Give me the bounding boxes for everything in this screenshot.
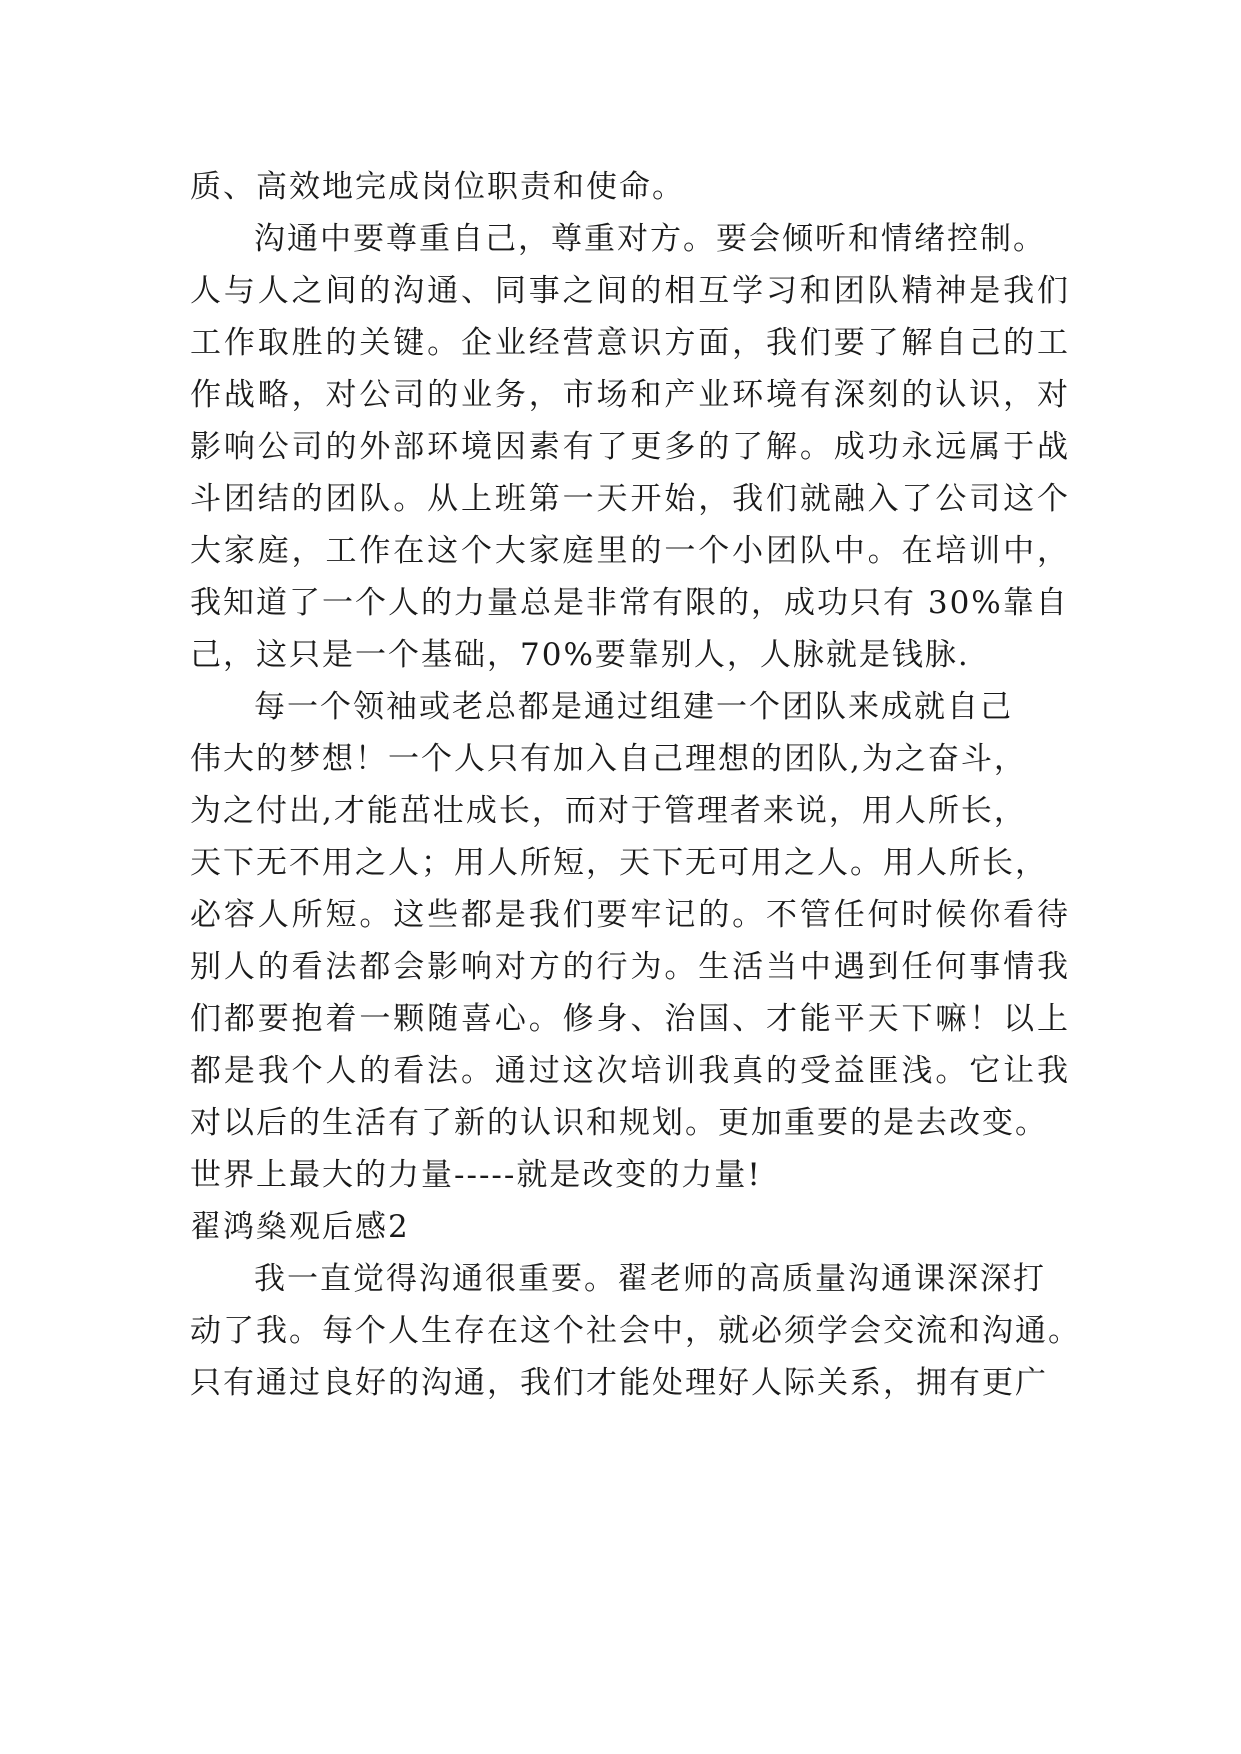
text-line: 伟大的梦想！一个人只有加入自己理想的团队,为之奋斗， bbox=[190, 741, 1027, 777]
text-line: 动了我。每个人生存在这个社会中，就必须学会交流和沟通。 bbox=[190, 1313, 1081, 1349]
body-text bbox=[190, 161, 1081, 1409]
text-line: 别人的看法都会影响对方的行为。生活当中遇到任何事情我 bbox=[190, 949, 1070, 985]
text-line: 们都要抱着一颗随喜心。修身、治国、才能平天下嘛！以上 bbox=[190, 1001, 1070, 1037]
text-line: 天下无不用之人；用人所短，天下无可用之人。用人所长， bbox=[190, 845, 1048, 881]
text-line: 影响公司的外部环境因素有了更多的了解。成功永远属于战 bbox=[190, 429, 1070, 465]
text-line: 斗团结的团队。从上班第一天开始，我们就融入了公司这个 bbox=[190, 481, 1070, 517]
text-line: 世界上最大的力量-----就是改变的力量! bbox=[190, 1157, 762, 1193]
text-line: 我知道了一个人的力量总是非常有限的，成功只有 30%靠自 bbox=[190, 585, 1069, 621]
text-line: 质、高效地完成岗位职责和使命。 bbox=[190, 169, 685, 205]
text-line: 必容人所短。这些都是我们要牢记的。不管任何时候你看待 bbox=[190, 897, 1070, 933]
text-line: 己，这只是一个基础，70%要靠别人，人脉就是钱脉. bbox=[190, 637, 970, 673]
text-line: 大家庭，工作在这个大家庭里的一个小团队中。在培训中， bbox=[190, 533, 1070, 569]
text-line: 人与人之间的沟通、同事之间的相互学习和团队精神是我们 bbox=[190, 273, 1070, 309]
paragraph-first-line: 我一直觉得沟通很重要。翟老师的高质量沟通课深深打 bbox=[254, 1261, 1046, 1297]
text-line: 只有通过良好的沟通，我们才能处理好人际关系，拥有更广 bbox=[190, 1365, 1048, 1401]
text-line: 工作取胜的关键。企业经营意识方面，我们要了解自己的工 bbox=[190, 325, 1070, 361]
text-line: 为之付出,才能茁壮成长，而对于管理者来说，用人所长， bbox=[190, 793, 1027, 829]
text-line: 作战略，对公司的业务，市场和产业环境有深刻的认识，对 bbox=[190, 377, 1070, 413]
paragraph-first-line: 每一个领袖或老总都是通过组建一个团队来成就自己 bbox=[254, 689, 1013, 725]
paragraph-first-line: 沟通中要尊重自己，尊重对方。要会倾听和情绪控制。 bbox=[254, 221, 1046, 257]
text-line: 对以后的生活有了新的认识和规划。更加重要的是去改变。 bbox=[190, 1105, 1048, 1141]
section-heading: 翟鸿燊观后感2 bbox=[190, 1209, 410, 1245]
text-line: 都是我个人的看法。通过这次培训我真的受益匪浅。它让我 bbox=[190, 1053, 1070, 1089]
